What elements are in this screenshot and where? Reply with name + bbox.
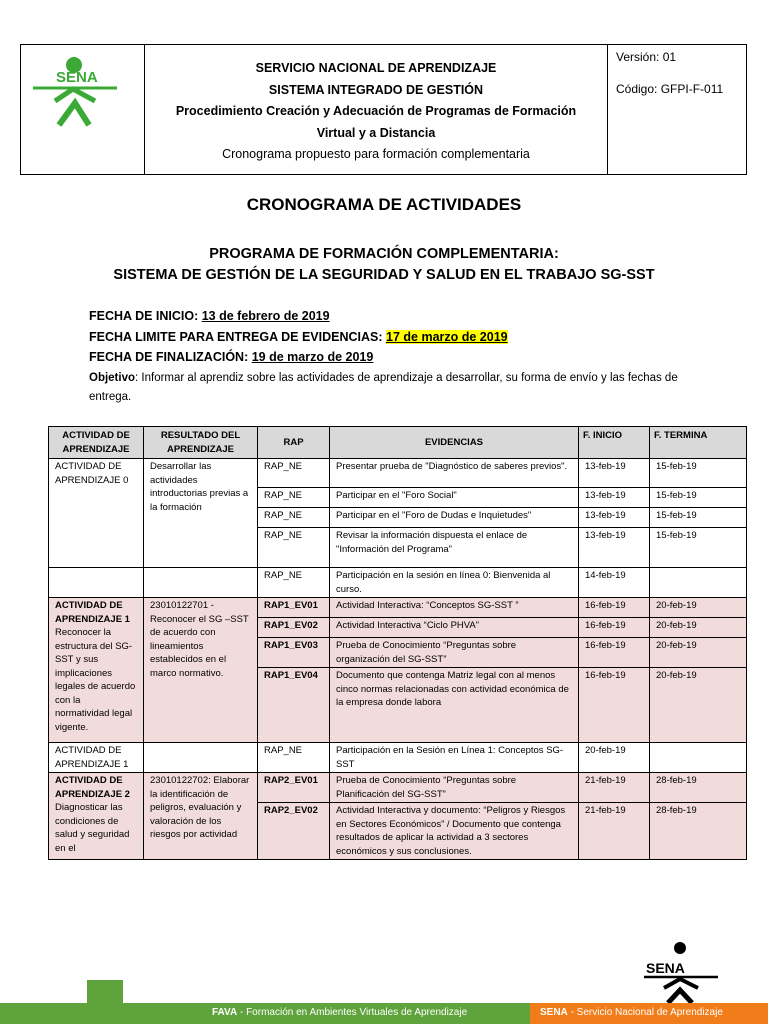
activity-description: Diagnosticar las condiciones de salud y seguridad en el — [55, 802, 130, 854]
table-cell: 28-feb-19 — [650, 803, 747, 860]
header-line-4: Virtual y a Distancia — [316, 125, 436, 140]
table-cell: ACTIVIDAD DE APRENDIZAJE 0 — [49, 459, 144, 568]
table-row — [49, 598, 747, 618]
table-header-cell: F. INICIO — [579, 427, 650, 459]
footer-sena-bold: SENA — [540, 1007, 568, 1018]
table-cell: 13-feb-19 — [579, 488, 650, 508]
fecha-fin-label: FECHA DE FINALIZACIÓN: — [89, 350, 252, 364]
table-header-row — [49, 427, 747, 459]
footer-sena-rest: - Servicio Nacional de Aprendizaje — [567, 1007, 723, 1018]
fecha-fin — [89, 350, 689, 364]
table-cell: Presentar prueba de "Diagnóstico de saberes previos". — [330, 459, 579, 488]
table-cell: Prueba de Conocimiento “Preguntas sobre organización del SG-SST” — [330, 638, 579, 668]
table-cell — [650, 568, 747, 598]
sena-logo-icon — [21, 45, 144, 174]
fecha-inicio — [89, 309, 689, 323]
program-title-line-2: SISTEMA DE GESTIÓN DE LA SEGURIDAD Y SALUD EN EL TRABAJO SG-SST — [113, 267, 655, 283]
header-line-2: SISTEMA INTEGRADO DE GESTIÓN — [268, 82, 484, 97]
table-cell: Desarrollar las actividades introductorias previas a la formación — [144, 459, 258, 568]
objetivo-text: : Informar al aprendiz sobre las actividades de aprendizaje a desarrollar, su forma de envío y las fechas de entrega. — [89, 372, 678, 403]
table-cell: 28-feb-19 — [650, 773, 747, 803]
table-cell: RAP_NE — [258, 459, 330, 488]
table-cell: RAP_NE — [258, 743, 330, 773]
table-cell: 21-feb-19 — [579, 773, 650, 803]
table-cell: RAP_NE — [258, 488, 330, 508]
table-row — [49, 568, 747, 598]
table-cell: Participar en el "Foro Social" — [330, 488, 579, 508]
fecha-fin-value: 19 de marzo de 2019 — [251, 350, 374, 364]
schedule-table — [48, 426, 747, 860]
table-cell: 20-feb-19 — [650, 638, 747, 668]
table-cell — [650, 743, 747, 773]
table-cell: Actividad Interactiva y documento: “Peligros y Riesgos en Sectores Económicos” / Documento que contenga resultados de aplicar la actividad a 3 sectores económicos y sus conclusiones. — [330, 803, 579, 860]
table-cell — [49, 568, 144, 598]
table-cell: Documento que contenga Matriz legal con al menos cinco normas relacionadas con actividad económica de la empresa donde labora — [330, 668, 579, 743]
activity-label: ACTIVIDAD DE APRENDIZAJE 2 — [55, 775, 130, 800]
table-cell: RAP_NE — [258, 568, 330, 598]
header-line-3: Procedimiento Creación y Adecuación de Programas de Formación — [175, 104, 577, 118]
activity-description: Reconocer la estructura del SG-SST y sus implicaciones legales de acuerdo con la normatividad legal vigente. — [55, 627, 136, 733]
table-cell — [144, 743, 258, 773]
table-cell: Actividad Interactiva “Ciclo PHVA” — [330, 618, 579, 638]
table-cell: 15-feb-19 — [650, 488, 747, 508]
table-header-cell: RAP — [258, 427, 330, 459]
fecha-limite — [89, 330, 689, 344]
table-cell: ACTIVIDAD DE APRENDIZAJE 1 — [49, 743, 144, 773]
table-cell: RAP2_EV02 — [258, 803, 330, 860]
table-cell: Revisar la información dispuesta el enlace de "Información del Programa" — [330, 528, 579, 568]
footer-sena-text — [540, 1007, 723, 1018]
table-cell: RAP_NE — [258, 508, 330, 528]
table-row — [49, 743, 747, 773]
version-label: Versión: 01 — [616, 50, 677, 64]
table-header-cell: F. TERMINA — [650, 427, 747, 459]
table-cell: 20-feb-19 — [650, 668, 747, 743]
table-cell: RAP1_EV03 — [258, 638, 330, 668]
footer-fava-rest: - Formación en Ambientes Virtuales de Aprendizaje — [237, 1007, 468, 1018]
fecha-inicio-value: 13 de febrero de 2019 — [201, 309, 330, 323]
table-cell: 16-feb-19 — [579, 638, 650, 668]
header-titles — [145, 45, 608, 174]
footer-fava-bold: FAVA — [212, 1007, 238, 1018]
table-cell: 20-feb-19 — [579, 743, 650, 773]
table-header-cell: RESULTADO DEL APRENDIZAJE — [144, 427, 258, 459]
table-cell — [49, 773, 144, 860]
table-cell: 23010122702: Elaborar la identificación de peligros, evaluación y valoración de los riesgos por actividad — [144, 773, 258, 860]
sena-footer-logo-icon — [642, 940, 722, 1004]
footer-logo-text: SENA — [646, 960, 685, 976]
table-cell: 16-feb-19 — [579, 618, 650, 638]
table-cell — [144, 568, 258, 598]
table-cell: Participación en la Sesión en Línea 1: Conceptos SG-SST — [330, 743, 579, 773]
logo-cell — [21, 45, 145, 174]
table-cell: RAP1_EV04 — [258, 668, 330, 743]
table-cell: RAP1_EV01 — [258, 598, 330, 618]
document-header — [20, 44, 747, 175]
table-header-cell: EVIDENCIAS — [330, 427, 579, 459]
header-meta — [608, 45, 746, 174]
table-cell: 13-feb-19 — [579, 508, 650, 528]
codigo-label: Código: GFPI-F-011 — [616, 82, 724, 96]
program-title — [0, 244, 768, 286]
table-cell: 16-feb-19 — [579, 668, 650, 743]
table-cell: Prueba de Conocimiento “Preguntas sobre Planificación del SG-SST” — [330, 773, 579, 803]
logo-text: SENA — [56, 69, 98, 86]
table-cell — [49, 598, 144, 743]
objetivo-label: Objetivo — [89, 372, 136, 384]
table-cell: 23010122701 - Reconocer el SG –SST de acuerdo con lineamientos establecidos en el marco normativo. — [144, 598, 258, 743]
program-title-line-1: PROGRAMA DE FORMACIÓN COMPLEMENTARIA: — [209, 246, 559, 262]
table-cell: 20-feb-19 — [650, 618, 747, 638]
table-cell: Actividad Interactiva: “Conceptos SG-SST ” — [330, 598, 579, 618]
table-row — [49, 459, 747, 488]
table-cell: 16-feb-19 — [579, 598, 650, 618]
fecha-limite-label: FECHA LIMITE PARA ENTREGA DE EVIDENCIAS: — [89, 330, 387, 344]
table-cell: RAP1_EV02 — [258, 618, 330, 638]
header-line-1: SERVICIO NACIONAL DE APRENDIZAJE — [255, 61, 497, 75]
table-cell: Participar en el "Foro de Dudas e Inquietudes" — [330, 508, 579, 528]
fecha-inicio-label: FECHA DE INICIO: — [89, 309, 202, 323]
table-cell: 15-feb-19 — [650, 508, 747, 528]
table-cell: Participación en la sesión en línea 0: Bienvenida al curso. — [330, 568, 579, 598]
footer-fava-text — [212, 1007, 467, 1018]
table-cell: 21-feb-19 — [579, 803, 650, 860]
table-row — [49, 773, 747, 803]
table-cell: 14-feb-19 — [579, 568, 650, 598]
table-cell: 13-feb-19 — [579, 528, 650, 568]
table-cell: RAP_NE — [258, 528, 330, 568]
table-cell: RAP2_EV01 — [258, 773, 330, 803]
table-cell: 20-feb-19 — [650, 598, 747, 618]
activity-label: ACTIVIDAD DE APRENDIZAJE 1 — [55, 600, 130, 625]
table-cell: 15-feb-19 — [650, 459, 747, 488]
page-title: CRONOGRAMA DE ACTIVIDADES — [246, 195, 522, 214]
header-line-5: Cronograma propuesto para formación complementaria — [222, 147, 530, 161]
table-cell: 15-feb-19 — [650, 528, 747, 568]
objetivo — [89, 369, 689, 407]
table-cell: 13-feb-19 — [579, 459, 650, 488]
table-header-cell: ACTIVIDAD DE APRENDIZAJE — [49, 427, 144, 459]
fecha-limite-value: 17 de marzo de 2019 — [386, 330, 508, 344]
